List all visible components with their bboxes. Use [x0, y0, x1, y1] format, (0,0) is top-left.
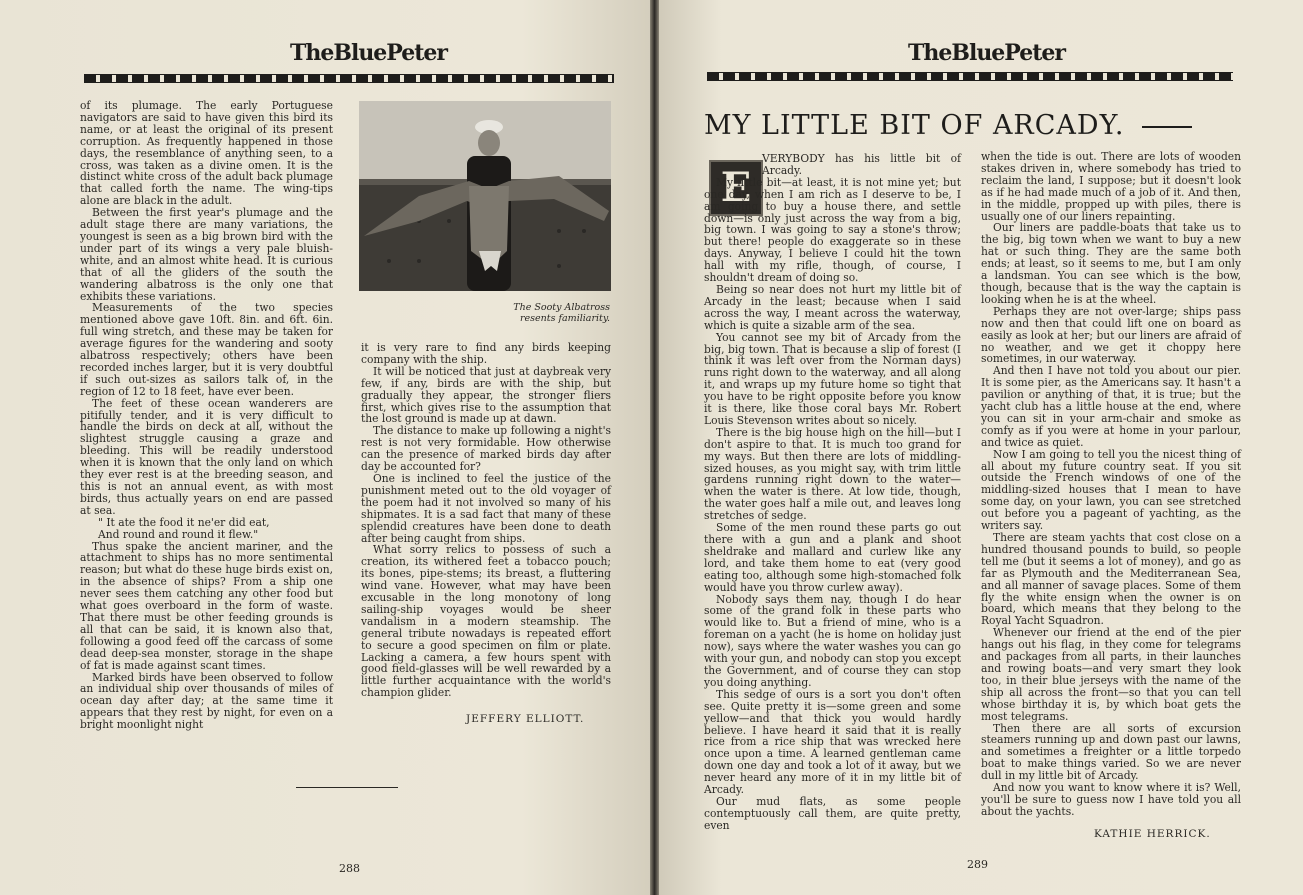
left-end-rule: [296, 787, 398, 788]
paragraph: This sedge of ours is a sort you don't often see. Quite pretty it is—some green and some yellow—and that thick you would hardly believe. I have heard it said that it is really rice from a rice ship that was wrecked here once upon a time. A learned gentleman came down one day and took a lot of it away, but we never heard any more of it in my little bit of Arcady.: [704, 687, 961, 797]
right-column-1: [704, 153, 961, 832]
book-gutter: [650, 0, 659, 895]
left-column-2: [361, 342, 611, 699]
paragraph: Perhaps they are not over-large; ships pass now and then that could lift one on board as easily as look at her; but our liners are afraid of no weather, and we get it choppy here sometimes, in our waterway.: [981, 304, 1241, 366]
paragraph: Now I am going to tell you the nicest thing of all about my future country seat. If you sit outside the French windows of one of the middling-sized houses that I mean to have some day, on your lawn, you can see stretched out before you a pageant of yachting, as the writers say.: [981, 447, 1241, 533]
paragraph: And now you want to know where it is? Well, you'll be sure to guess now I have told you all about the yachts.: [981, 781, 1241, 818]
paragraph: Nobody says them nay, though I do hear some of the grand folk in these parts who would like to. But a friend of mine, who is a foreman on a yacht (he is home on holiday just now), says where the water washes you can go with your gun, and nobody can stop you except the Government, and of course they can stop you doing anything.: [704, 592, 961, 689]
left-masthead: TheBluePeter: [290, 40, 448, 66]
paragraph: it is very rare to find any birds keeping company with the ship.: [361, 341, 611, 366]
right-column-2: [981, 151, 1241, 818]
paragraph: Whenever our friend at the end of the pier hangs out his flag, in they come for telegrams and packages from all parts, in their launches and rowing boats—and very smart they look too, in their blue jerseys with the name of the ship all across the front—so that you can tell whose birthday it is, by which boat gets the most telegrams.: [981, 626, 1241, 723]
paragraph: And round and round it flew.": [98, 527, 259, 541]
left-column-1: [80, 100, 333, 731]
paragraph: And then I have not told you about our pier. It is some pier, as the Americans say. It hasn't a pavilion or anything of that, it is true; but the yacht club has a little house at the end, where you can sit in your arm-chair and smoke as comfy as if you were at home in your parlour, and twice as quiet.: [981, 364, 1241, 449]
right-page-number: 289: [967, 858, 988, 871]
paragraph: The distance to make up following a night's rest is not very formidable. How otherwise can the presence of marked birds day after day be accounted for?: [361, 424, 611, 474]
photo-caption: [480, 302, 610, 324]
drop-cap: E: [709, 160, 763, 216]
title-dash-rule: [1142, 126, 1192, 128]
left-page-number: 288: [339, 862, 360, 875]
paragraph: Then there are all sorts of excursion steamers running up and down past our lawns, and sometimes a freighter or a little torpedo boat to make things varied. So we are never dull in my little bit of Arcady.: [981, 721, 1241, 783]
paragraph: when the tide is out. There are lots of wooden stakes driven in, where somebody has tried to reclaim the land, I suppose; but it doesn't look as if he had made much of a job of it. And then, in the middle, propped up with piles, there is usually one of our liners repainting.: [981, 150, 1241, 223]
left-checker-rule: [84, 74, 614, 83]
paragraph: My little bit—at least, it is not mine yet; but one day, when I am rich as I deserve to be, I am going to buy a house there, and settle down—is only just across the way from a big, big town. I was going to say a stone's throw; but there! people do exaggerate so in these days. Anyway, I believe I could hit the town hall with my rifle, though, of course, I shouldn't dream of doing so.: [704, 175, 961, 285]
paragraph: The feet of these ocean wanderers are pitifully tender, and it is very difficult to handle the birds on deck at all, without the slightest struggle causing a graze and bleeding. This will be readily understood when it is known that the only land on which they ever rest is at the breeding season, and this is not an annual event, as with most birds, thus actually years on end are passed at sea.: [80, 396, 333, 517]
paragraph: Our mud flats, as some people contemptuously call them, are quite pretty, even: [704, 794, 961, 832]
paragraph: You cannot see my bit of Arcady from the big, big town. That is because a slip of forest (I think it was left over from the Norman days) runs right down to the waterway, and all along it, and wraps up my future home so tight that you have to be right opposite before you know it is there, like those coral bays Mr. Robert Louis Stevenson writes about so nicely.: [704, 330, 961, 427]
paragraph: " It ate the food it ne'er did eat,: [98, 515, 270, 529]
right-byline: KATHIE HERRICK.: [1094, 828, 1211, 840]
paragraph: Measurements of the two species mentioned above gave 10ft. 8in. and 6ft. 6in. full wing stretch, and these may be taken for average figures for the wandering and sooty albatross respectively; others have been recorded inches larger, but it is very doubtful if such out-sizes as sailors talk of, in the region of 12 to 18 feet, have ever been.: [80, 301, 333, 398]
left-byline: JEFFERY ELLIOTT.: [466, 713, 585, 725]
photo-caption-line-1: The Sooty Albatross: [513, 302, 610, 313]
paragraph: Marked birds have been observed to follow an individual ship over thousands of miles of ocean day after day; at the same time it appears that they rest by night, for even on a bright moonlight night: [80, 670, 333, 732]
paragraph: VERYBODY has his little bit of Arcady.: [762, 152, 961, 177]
paragraph: Being so near does not hurt my little bit of Arcady in the least; because when I said across the way, I meant across the waterway, which is quite a sizable arm of the sea.: [704, 282, 961, 332]
paragraph: What sorry relics to possess of such a creation, its withered feet a tobacco pouch; its bones, pipe-stems; its breast, a fluttering wind vane. However, what may have been excusable in the long monotony of long sailing-ship voyages would be sheer vandalism in a modern steamship. The general tribute nowadays is repeated effort to secure a good specimen on film or plate. Lacking a camera, a few hours spent with good field-glasses will be well rewarded by a little further acquaintance with the world's champion glider.: [361, 543, 611, 700]
article-title-text: MY LITTLE BIT OF ARCADY.: [704, 110, 1125, 141]
right-masthead: TheBluePeter: [908, 40, 1066, 66]
photo-caption-line-2: resents familiarity.: [520, 313, 610, 324]
right-checker-rule: [707, 72, 1233, 81]
paragraph: Some of the men round these parts go out there with a gun and a plank and shoot sheldrake and mallard and curlew like any lord, and take them home to eat (very good eating too, although some high-stomached folk would have you throw curlew away).: [704, 521, 961, 594]
paragraph: Thus spake the ancient mariner, and the attachment to ships has no more sentimental reason; but what do these huge birds exist on, in the absence of ships? From a ship one never sees them catching any other food but what goes overboard in the form of waste. That there must be other feeding grounds is all that can be said, it is known also that, following a good feed off the carcass of some dead deep-sea monster, storage in the shape of fat is made against scant times.: [80, 539, 333, 672]
paragraph: There are steam yachts that cost close on a hundred thousand pounds to build, so people tell me (but it seems a lot of money), and go as far as Plymouth and the Mediterranean Sea, and all manner of savage places. Some of them fly the white ensign when the owner is on board, which means that they belong to the Royal Yacht Squadron.: [981, 531, 1241, 628]
paragraph: One is inclined to feel the justice of the punishment meted out to the old voyager of the poem had it not involved so many of his shipmates. It is a sad fact that many of these splendid creatures have been done to death after being caught from ships.: [361, 471, 611, 545]
sailor-with-albatross-image: [359, 101, 611, 291]
paragraph: It will be noticed that just at daybreak very few, if any, birds are with the ship, but gradually they appear, the stronger fliers first, which gives rise to the assumption that the lost ground is made up at dawn.: [361, 364, 611, 426]
article-title: [704, 110, 1192, 141]
paragraph: Our liners are paddle-boats that take us to the big, big town when we want to buy a new hat or such thing. They are the same both ends; at least, so it seems to me, but I am only a landsman. You can see which is the bow, though, because that is the way the captain is looking when he is at the wheel.: [981, 221, 1241, 306]
paragraph: There is the big house high on the hill—but I don't aspire to that. It is much too grand for my ways. But then there are lots of middling-sized houses, as you might say, with trim little gardens running right down to the water—when the water is there. At low tide, though, the water goes half a mile out, and leaves long stretches of sedge.: [704, 425, 961, 523]
albatross-photo: [359, 101, 611, 291]
right-page: [657, 0, 1303, 895]
paragraph: of its plumage. The early Portuguese navigators are said to have given this bird its name, or at least the original of its present corruption. As frequently happened in those days, the resemblance of anything seen, to a cross, was taken as a divine omen. It is the distinct white cross of the adult back plumage that called forth the name. The wing-tips alone are black in the adult.: [80, 99, 333, 208]
paragraph: Between the first year's plumage and the adult stage there are many variations, the youngest is seen as a big brown bird with the under part of its wings a very pale bluish-white, and an almost white head. It is curious that of all the gliders of the south the wandering albatross is the only one that exhibits these variations.: [80, 206, 333, 303]
